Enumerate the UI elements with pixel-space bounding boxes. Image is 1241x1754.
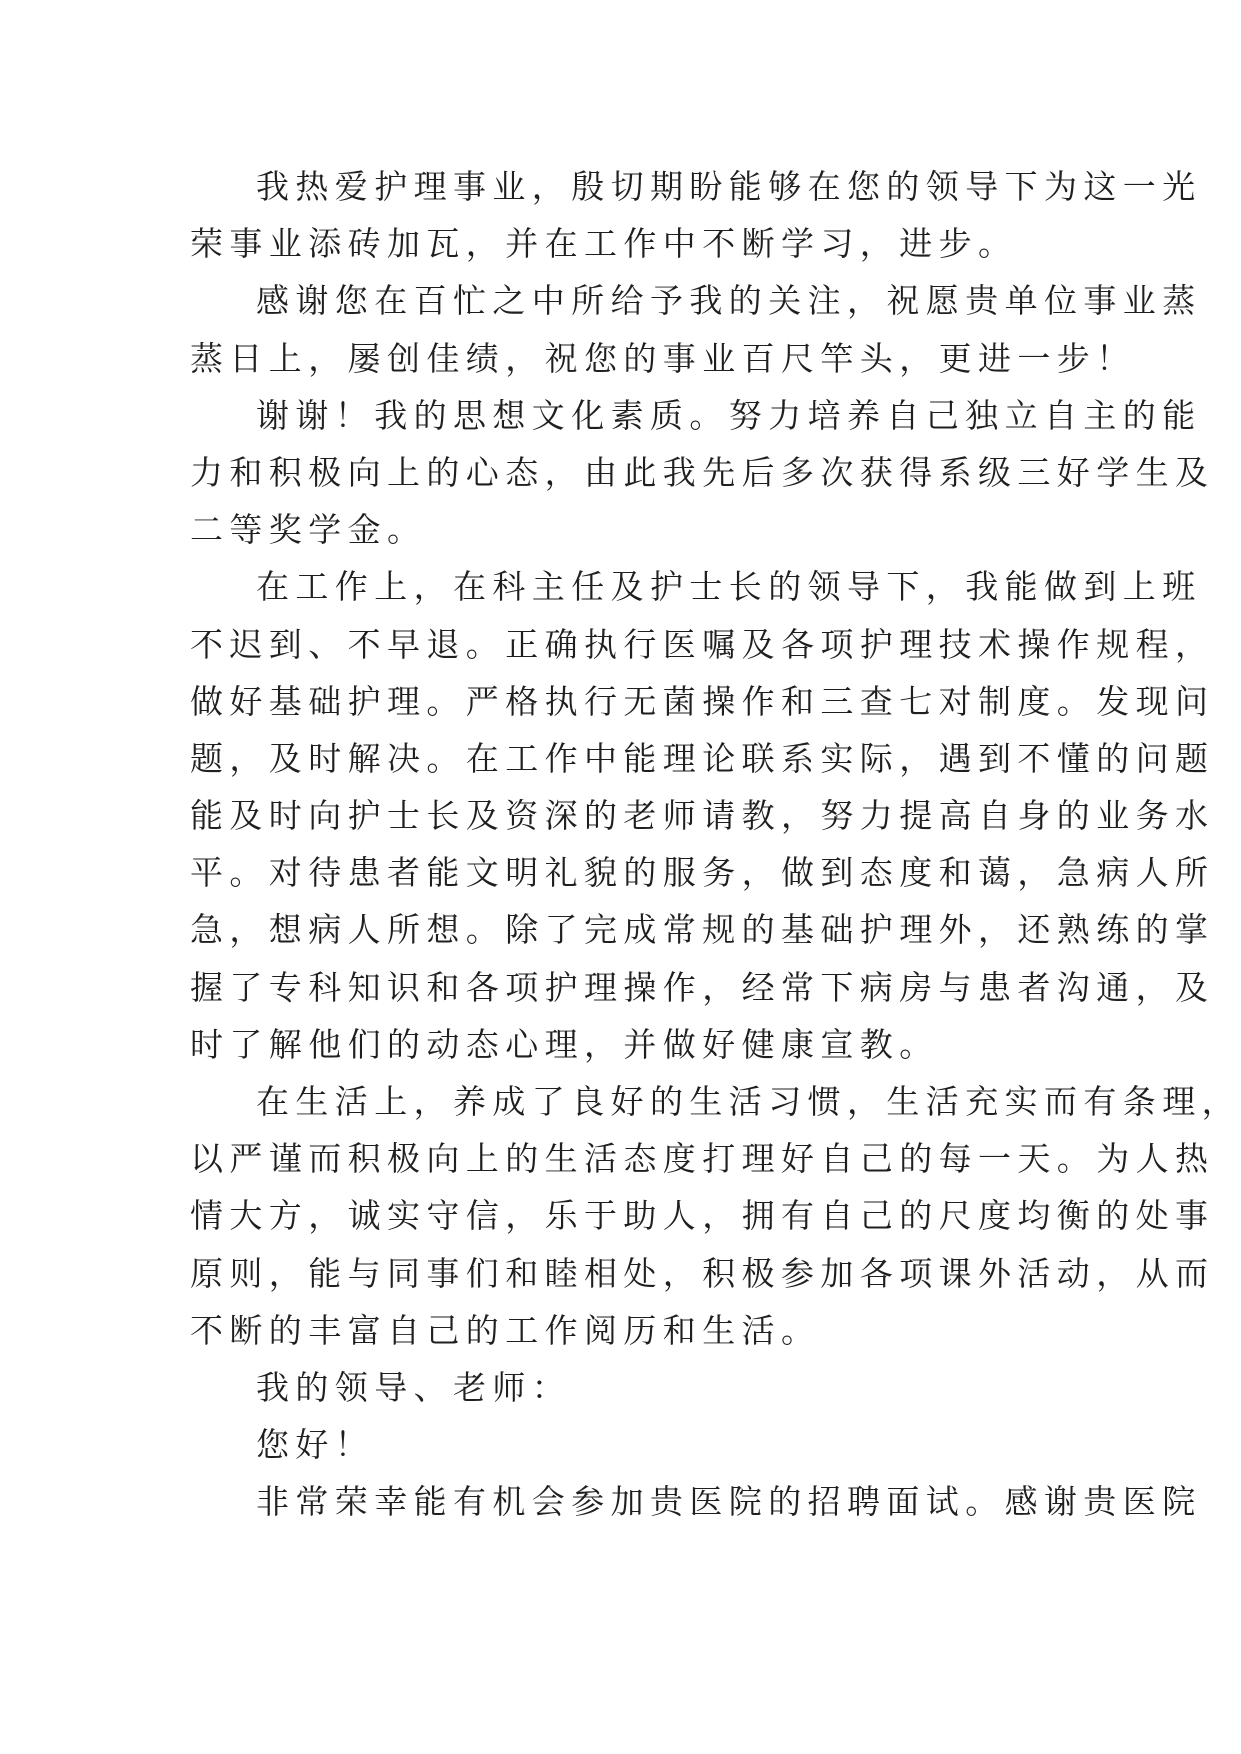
text-line: 非常荣幸能有机会参加贵医院的招聘面试。感谢贵医院 [256,1482,1202,1522]
text-line: 感谢您在百忙之中所给予我的关注，祝愿贵单位事业蒸 [256,281,1202,321]
text-line: 蒸日上，屡创佳绩，祝您的事业百尺竿头，更进一步！ [190,338,1136,378]
text-line: 以严谨而积极向上的生活态度打理好自己的每一天。为人热 [190,1139,1215,1179]
text-line: 我热爱护理事业，殷切期盼能够在您的领导下为这一光 [256,167,1202,206]
text-line: 急，想病人所想。除了完成常规的基础护理外，还熟练的掌 [190,910,1215,950]
text-line: 荣事业添砖加瓦，并在工作中不断学习，进步。 [190,224,1018,264]
text-line: 题，及时解决。在工作中能理论联系实际，遇到不懂的问题 [190,738,1215,778]
text-line: 谢谢！我的思想文化素质。努力培养自己独立自主的能 [256,395,1202,435]
text-line: 力和积极向上的心态，由此我先后多次获得系级三好学生及 [190,452,1215,492]
text-line: 握了专科知识和各项护理操作，经常下病房与患者沟通，及 [190,967,1215,1007]
text-line: 在生活上，养成了良好的生活习惯，生活充实而有条理， [256,1082,1241,1121]
text-line: 平。对待患者能文明礼貌的服务，做到态度和蔼，急病人所 [190,853,1215,893]
text-line: 二等奖学金。 [190,510,427,550]
text-line: 原则，能与同事们和睦相处，积极参加各项课外活动，从而 [190,1253,1215,1293]
text-line: 做好基础护理。严格执行无菌操作和三查七对制度。发现问 [190,681,1215,721]
text-line: 能及时向护士长及资深的老师请教，努力提高自身的业务水 [190,796,1215,836]
text-line: 不迟到、不早退。正确执行医嘱及各项护理技术操作规程， [190,624,1215,664]
document-body [190,158,1241,1531]
text-line: 您好！ [256,1425,375,1465]
text-line: 我的领导、老师： [256,1367,572,1407]
text-line: 时了解他们的动态心理，并做好健康宣教。 [190,1024,939,1064]
text-line: 情大方，诚实守信，乐于助人，拥有自己的尺度均衡的处事 [190,1196,1215,1236]
text-line: 不断的丰富自己的工作阅历和生活。 [190,1310,821,1350]
text-line: 在工作上，在科主任及护士长的领导下，我能做到上班 [256,567,1202,607]
